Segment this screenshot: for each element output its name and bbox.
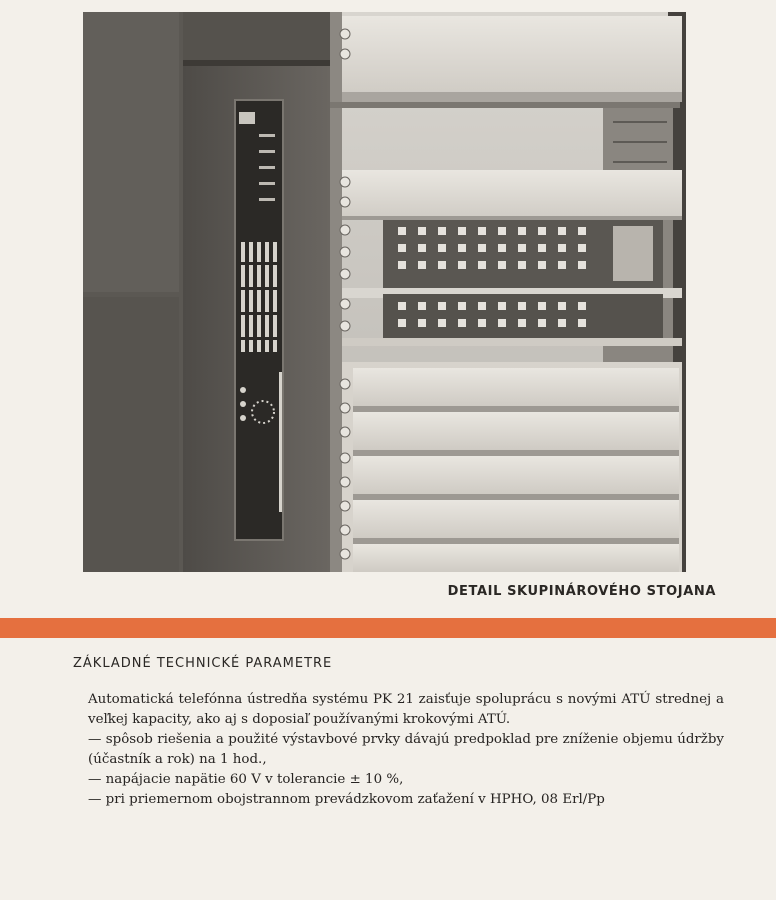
section-heading: ZÁKLADNÉ TECHNICKÉ PARAMETRE	[73, 656, 333, 671]
intro-paragraph: Automatická telefónna ústredňa systému PK 21 zaisťuje spoluprácu s novými ATÚ strednej a veľkej kapacity, ako aj s doposiaľ používanými krokovými ATÚ.	[88, 692, 724, 727]
photo-caption: DETAIL SKUPINÁROVÉHO STOJANA	[447, 584, 716, 599]
equipment-photo	[83, 12, 686, 572]
orange-divider-stripe	[0, 618, 776, 638]
rack-photo-illustration	[83, 12, 686, 572]
parameter-item: — spôsob riešenia a použité výstavbové prvky dávajú predpoklad pre zníženie objemu údržby (účastník a rok) na 1 hod.,	[88, 732, 724, 767]
technical-parameters-text	[88, 690, 724, 810]
parameter-item: — pri priemernom obojstrannom prevádzkovom zaťažení v HPHO, 08 Erl/Pp	[88, 792, 605, 807]
parameter-item: — napájacie napätie 60 V v tolerancie ± 10 %,	[88, 772, 404, 787]
